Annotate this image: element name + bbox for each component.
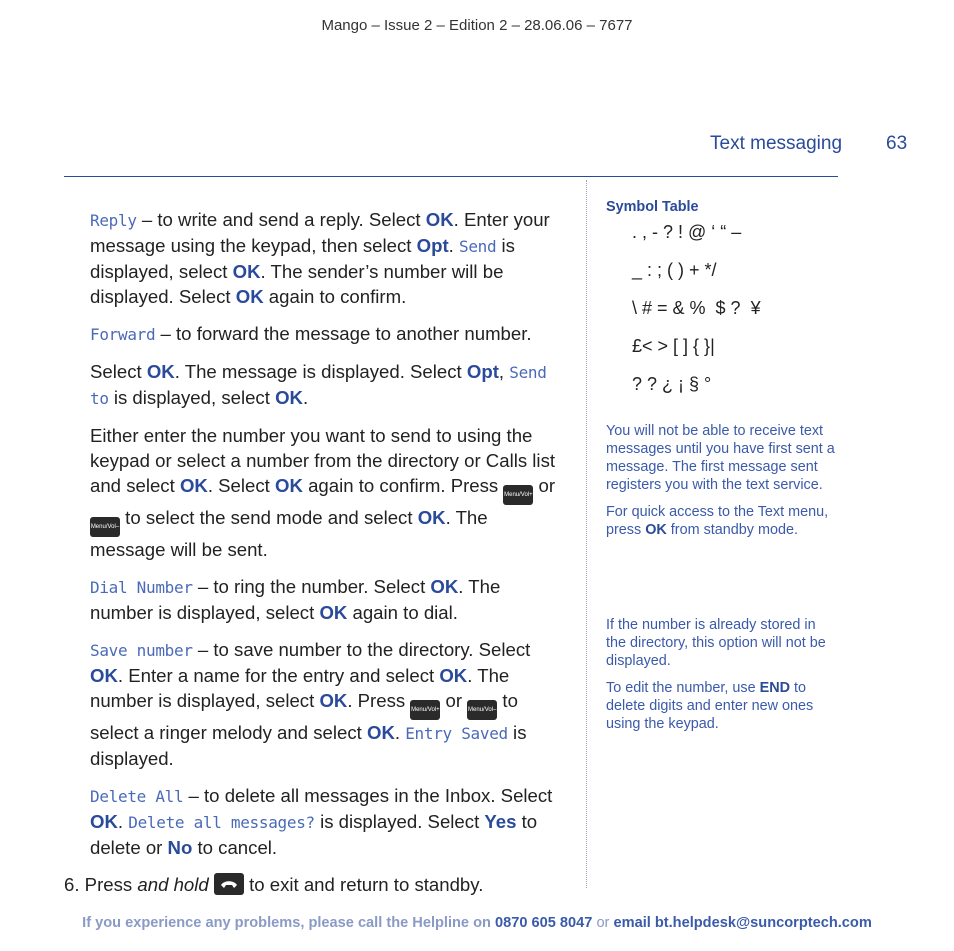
section-title: Text messaging: [710, 133, 843, 154]
lcd-send-to: Send to: [90, 363, 547, 408]
note-quick-access: For quick access to the Text menu, press OK from standby mode.: [606, 504, 829, 538]
send-instructions: Either enter the number you want to send to using the keypad or select a number from the directory or Calls list and select OK. Select OK again to confirm. Press Menu/Vol+ or Menu/Vol– to select the send mode and select OK. The message will be sent.: [90, 425, 556, 560]
forward-option: Forward – to forward the message to another number.: [90, 323, 532, 344]
lcd-dial-number: Dial Number: [90, 578, 193, 597]
end-call-key-icon: [214, 873, 244, 895]
lcd-send: Send: [459, 237, 497, 256]
symbol-row: \ # = & % $ ? ¥: [632, 298, 761, 318]
helpline-footer: If you experience any problems, please call the Helpline on 0870 605 8047 or email bt.helpdesk@suncorptech.com: [82, 915, 872, 931]
lcd-delete-all: Delete All: [90, 787, 184, 806]
symbol-row: £< > [ ] { }|: [632, 336, 715, 356]
symbol-row: _ : ; ( ) + */: [632, 260, 717, 280]
lcd-reply: Reply: [90, 211, 137, 230]
side-notes-text: [606, 422, 838, 548]
symbol-row: . , - ? ! @ ‘ “ –: [632, 222, 742, 242]
symbol-row: ? ? ¿ ¡ § °: [632, 374, 712, 394]
header-rule: [64, 176, 838, 177]
lcd-forward: Forward: [90, 325, 156, 344]
page-number: 63: [886, 133, 908, 154]
dial-option: Dial Number – to ring the number. Select OK. The number is displayed, select OK again to dial.: [90, 576, 501, 623]
menu-vol-up-key-icon: Menu/Vol+: [410, 700, 440, 720]
helpline-email: email bt.helpdesk@suncorptech.com: [613, 915, 872, 931]
lcd-entry-saved: Entry Saved: [405, 724, 508, 743]
lcd-save-number: Save number: [90, 641, 193, 660]
helpline-phone: 0870 605 8047: [495, 915, 593, 931]
note-already-stored: If the number is already stored in the directory, this option will not be displayed.: [606, 617, 826, 669]
menu-vol-down-key-icon: Menu/Vol–: [467, 700, 497, 720]
main-column: [64, 207, 564, 909]
lcd-delete-all-messages: Delete all messages?: [128, 813, 315, 832]
menu-vol-up-key-icon: Menu/Vol+: [503, 485, 533, 505]
forward-instructions: Select OK. The message is displayed. Select Opt, Send to is displayed, select OK.: [90, 361, 547, 408]
symbol-table-title: Symbol Table: [606, 199, 699, 215]
side-notes-number: [606, 616, 838, 742]
symbol-table: [632, 218, 761, 408]
note-register: You will not be able to receive text messages until you have first sent a message. The first message sent registers you with the text service.: [606, 423, 835, 493]
delete-option: Delete All – to delete all messages in the Inbox. Select OK. Delete all messages? is displayed. Select Yes to delete or No to cancel.: [90, 785, 553, 858]
column-divider: [586, 180, 587, 888]
note-edit-number: To edit the number, use END to delete digits and enter new ones using the keypad.: [606, 680, 814, 732]
document-info: Mango – Issue 2 – Edition 2 – 28.06.06 – 7677: [321, 17, 633, 34]
step-6: 6. Press and hold to exit and return to standby.: [64, 874, 484, 895]
save-option: Save number – to save number to the directory. Select OK. Enter a name for the entry and select OK. The number is displayed, select OK. Press Menu/Vol+ or Menu/Vol– to select a ringer melody and select OK. Entry Saved is displayed.: [90, 639, 531, 769]
reply-option: Reply – to write and send a reply. Select OK. Enter your message using the keypad, then select Opt. Send is displayed, select OK. The sender’s number will be displayed. Select OK again to confirm.: [90, 209, 550, 307]
menu-vol-down-key-icon: Menu/Vol–: [90, 517, 120, 537]
